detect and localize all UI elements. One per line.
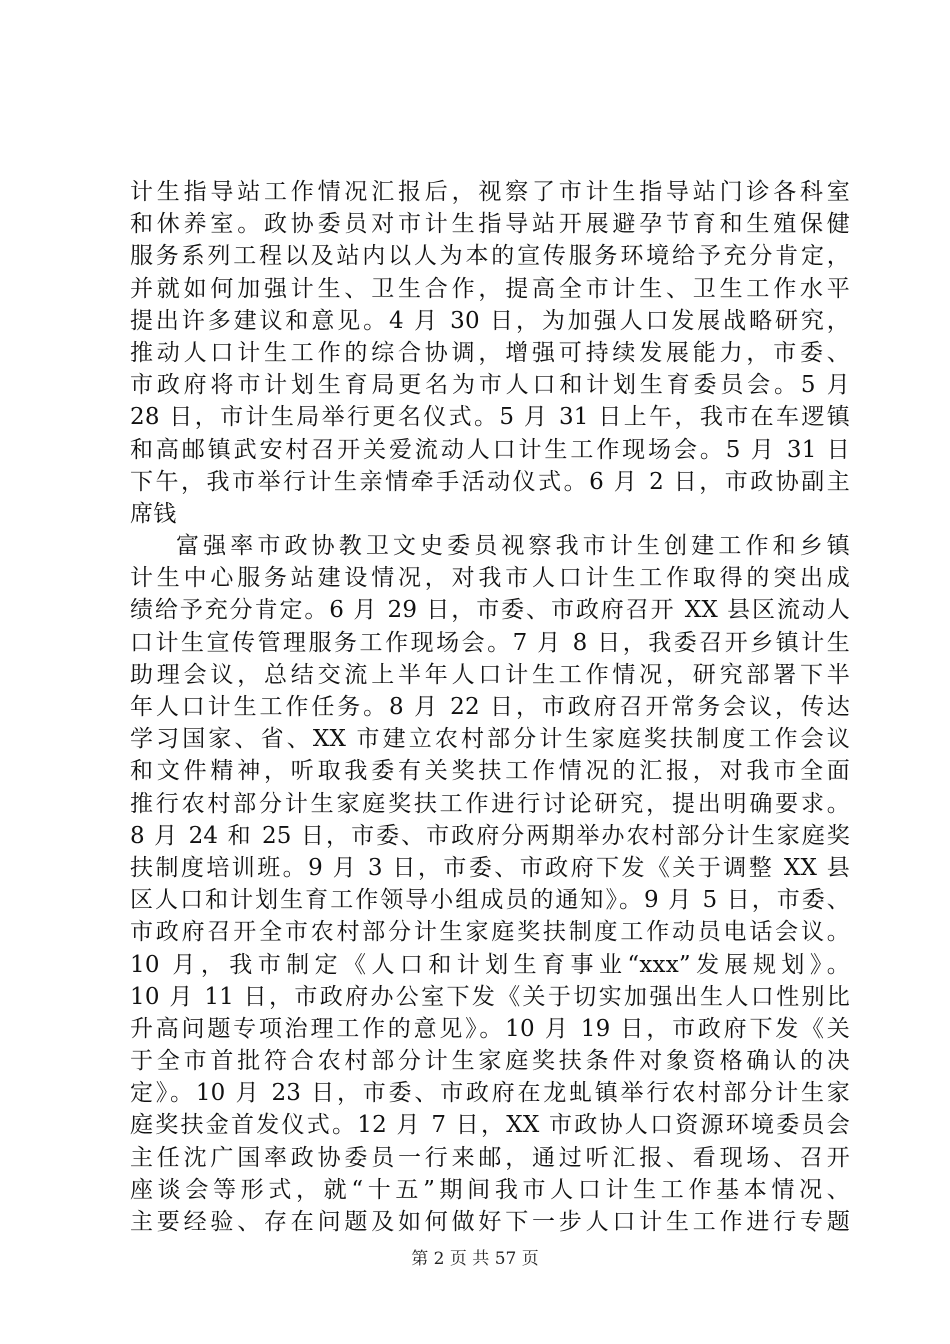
text-line: 并就如何加强计生、卫生合作，提高全市计生、卫生工作水平 [130, 275, 850, 302]
text-line: 年人口计生工作任务。8 月 22 日，市政府召开常务会议，传达 [130, 694, 850, 720]
text-line: 口计生宣传管理服务工作现场会。7 月 8 日，我委召开乡镇计生 [130, 629, 850, 656]
text-line: 富强率市政协教卫文史委员视察我市计生创建工作和乡镇 [176, 533, 850, 560]
text-line: 座谈会等形式，就“十五”期间我市人口计生工作基本情况、 [130, 1176, 850, 1203]
text-line: 升高问题专项治理工作的意见》。10 月 19 日，市政府下发《关 [130, 1015, 850, 1042]
text-line: 扶制度培训班。9 月 3 日，市委、市政府下发《关于调整 XX 县 [130, 854, 850, 881]
text-line: 助理会议，总结交流上半年人口计生工作情况，研究部署下半 [130, 661, 850, 688]
text-line: 和休养室。政协委员对市计生指导站开展避孕节育和生殖保健 [130, 211, 850, 238]
text-line: 8 月 24 和 25 日，市委、市政府分两期举办农村部分计生家庭奖 [130, 822, 850, 849]
text-line: 28 日，市计生局举行更名仪式。5 月 31 日上午，我市在车逻镇 [130, 404, 850, 431]
text-line: 和文件精神，听取我委有关奖扶工作情况的汇报，对我市全面 [130, 758, 850, 785]
text-line: 服务系列工程以及站内以人为本的宣传服务环境给予充分肯定， [130, 243, 850, 270]
page-number-footer: 第 2 页 共 57 页 [411, 1249, 539, 1269]
text-line: 主要经验、存在问题及如何做好下一步人口计生工作进行专题 [130, 1209, 850, 1235]
text-line: 计生指导站工作情况汇报后，视察了市计生指导站门诊各科室 [130, 179, 850, 205]
text-line: 绩给予充分肯定。6 月 29 日，市委、市政府召开 XX 县区流动人 [130, 597, 850, 624]
text-line: 计生中心服务站建设情况，对我市人口计生工作取得的突出成 [130, 565, 850, 592]
text-line: 主任沈广国率政协委员一行来邮，通过听汇报、看现场、召开 [130, 1144, 850, 1171]
text-line: 提出许多建议和意见。4 月 30 日，为加强人口发展战略研究， [130, 307, 850, 334]
document-body [130, 176, 850, 1238]
text-line: 市政府召开全市农村部分计生家庭奖扶制度工作动员电话会议。 [130, 919, 850, 946]
text-line: 10 月 11 日，市政府办公室下发《关于切实加强出生人口性别比 [130, 983, 850, 1010]
paragraph-1 [130, 176, 850, 530]
text-line: 推行农村部分计生家庭奖扶工作进行讨论研究，提出明确要求。 [130, 790, 850, 817]
text-line: 于全市首批符合农村部分计生家庭奖扶条件对象资格确认的决 [130, 1048, 850, 1075]
text-line: 定》。10 月 23 日，市委、市政府在龙虬镇举行农村部分计生家 [130, 1080, 850, 1107]
text-line: 学习国家、省、XX 市建立农村部分计生家庭奖扶制度工作会议 [130, 726, 850, 753]
text-line: 推动人口计生工作的综合协调，增强可持续发展能力，市委、 [130, 339, 850, 366]
text-line: 下午，我市举行计生亲情牵手活动仪式。6 月 2 日，市政协副主 [130, 468, 850, 495]
text-line: 席钱 [130, 500, 177, 527]
text-line: 区人口和计划生育工作领导小组成员的通知》。9 月 5 日，市委、 [130, 887, 850, 914]
text-line: 庭奖扶金首发仪式。12 月 7 日，XX 市政协人口资源环境委员会 [130, 1112, 850, 1139]
text-line: 市政府将市计划生育局更名为市人口和计划生育委员会。5 月 [130, 372, 850, 399]
text-line: 10 月，我市制定《人口和计划生育事业“xxx”发展规划》。 [130, 951, 850, 978]
text-line: 和高邮镇武安村召开关爱流动人口计生工作现场会。5 月 31 日 [130, 436, 850, 463]
paragraph-2 [130, 530, 850, 1238]
